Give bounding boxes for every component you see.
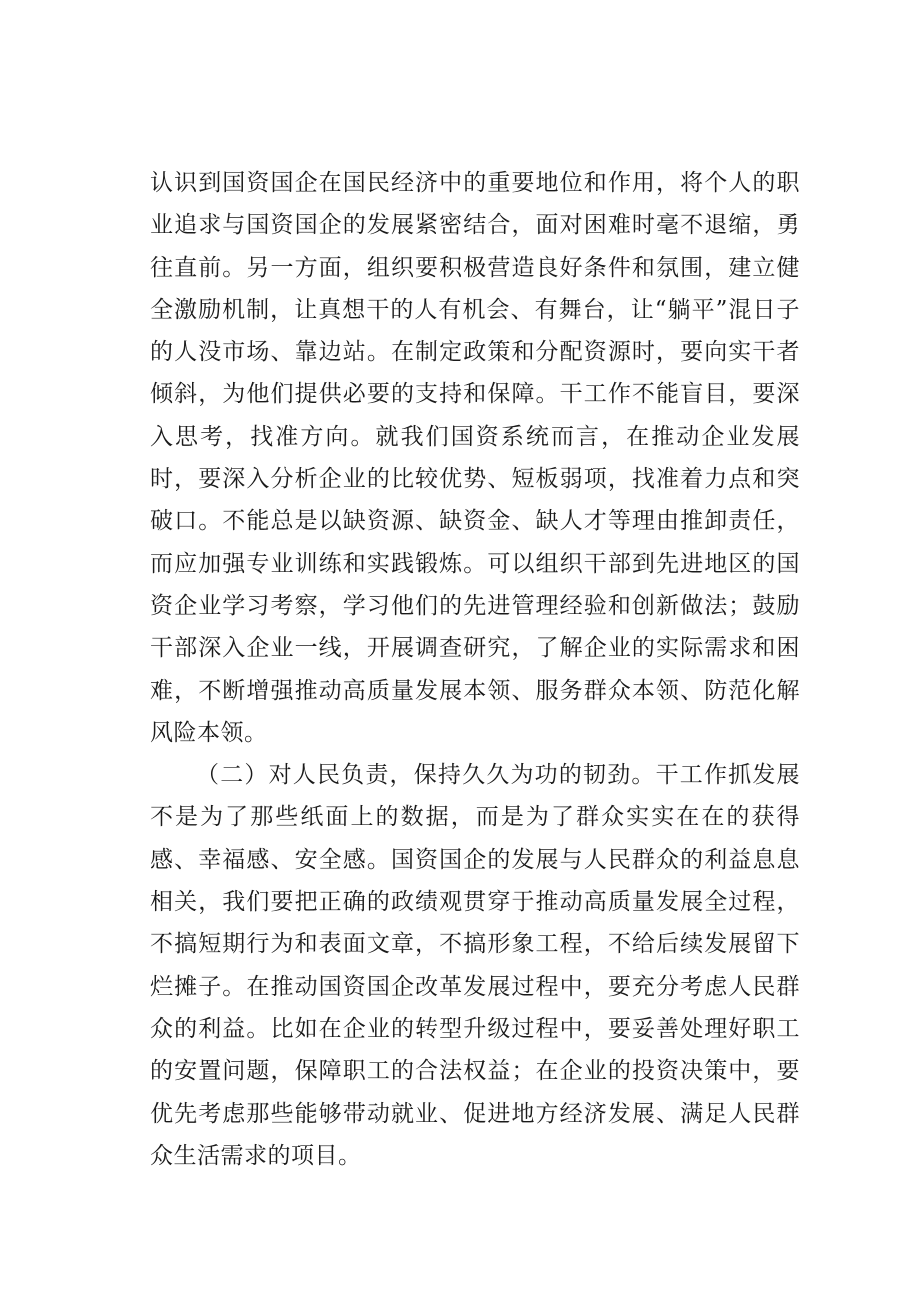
paragraph-continuation: 认识到国资国企在国民经济中的重要地位和作用，将个人的职业追求与国资国企的发展紧密结合，面对困难时毫不退缩，勇往直前。另一方面，组织要积极营造良好条件和氛围，建立健全激励机制，让真想干的人有机会、有舞台，让“躺平”混日子的人没市场、靠边站。在制定政策和分配资源时，要向实干者倾斜，为他们提供必要的支持和保障。干工作不能盲目，要深入思考，找准方向。就我们国资系统而言，在推动企业发展时，要深入分析企业的比较优势、短板弱项，找准着力点和突破口。不能总是以缺资源、缺资金、缺人才等理由推卸责任，而应加强专业训练和实践锻炼。可以组织干部到先进地区的国资企业学习考察，学习他们的先进管理经验和创新做法；鼓励干部深入企业一线，开展调查研究，了解企业的实际需求和困难，不断增强推动高质量发展本领、服务群众本领、防范化解风险本领。 — [150, 170, 800, 746]
document-body — [150, 162, 800, 1177]
paragraph-section-two: （二）对人民负责，保持久久为功的韧劲。干工作抓发展不是为了那些纸面上的数据，而是为了群众实实在在的获得感、幸福感、安全感。国资国企的发展与人民群众的利益息息相关，我们要把正确的政绩观贯穿于推动高质量发展全过程，不搞短期行为和表面文章，不搞形象工程，不给后续发展留下烂摊子。在推动国资国企改革发展过程中，要充分考虑人民群众的利益。比如在企业的转型升级过程中，要妥善处理好职工的安置问题，保障职工的合法权益；在企业的投资决策中，要优先考虑那些能够带动就业、促进地方经济发展、满足人民群众生活需求的项目。 — [150, 762, 800, 1169]
